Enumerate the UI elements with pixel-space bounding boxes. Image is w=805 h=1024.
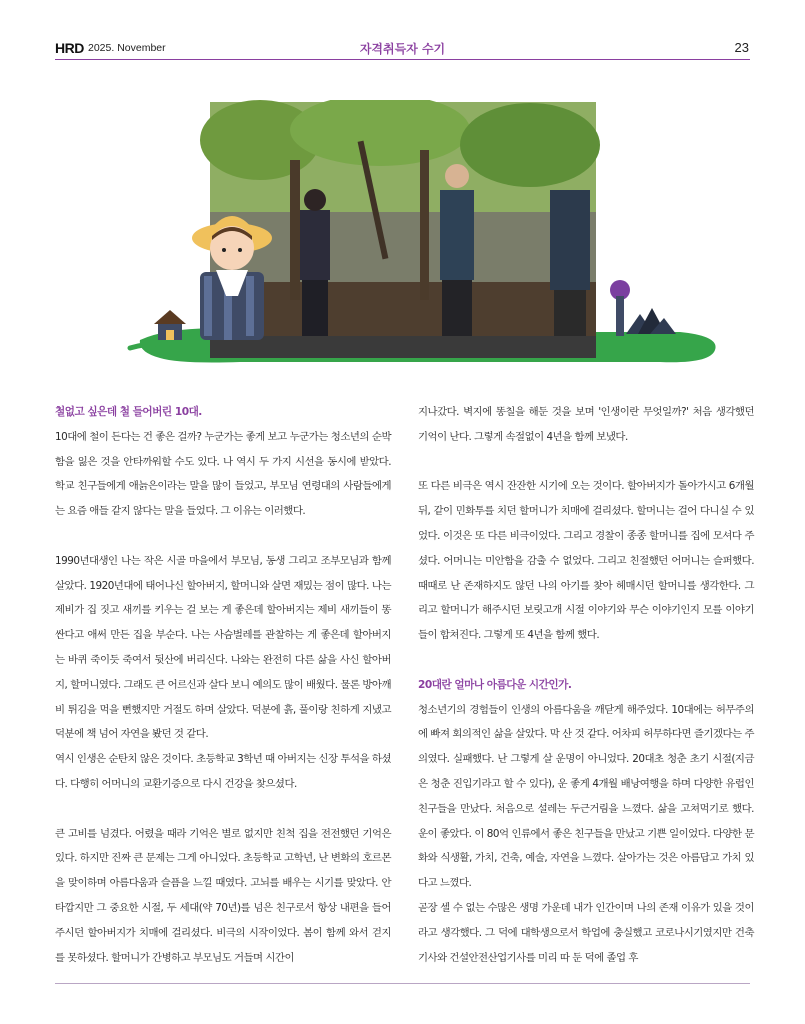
hero-illustration (120, 100, 720, 380)
page-header (0, 0, 805, 62)
left-column (55, 400, 391, 970)
footer-divider (55, 983, 750, 984)
hrd-logo: HRD (55, 40, 84, 56)
right-column (418, 400, 754, 970)
paragraph: 1990년대생인 나는 작은 시골 마을에서 부모님, 동생 그리고 조부모님과 함께 살았다. 1920년대에 태어나신 할아버지, 할머니와 살면 재밌는 점이 많다. 나는 제비가 집 짓고 새끼를 키우는 걸 보는 게 좋은데 할아버지는 제비 새끼들이 똥 싼다고 애써 만든 집을 부순다. 나는 사슴벌레를 관찰하는 게 좋은데 할아버지는 바퀴 죽이듯 죽여서 뒷산에 버리신다. 나와는 완전히 다른 삶을 사신 할아버지, 할머니였다. 그래도 큰 어르신과 살다 보니 예의도 많이 배웠다. 물론 방아깨비 튀김을 먹을 뻔했지만 거절도 하며 살았다. 덕분에 흙, 풀이랑 친하게 지냈고 덕분에 책 넘어 자연을 봤던 것 같다. (55, 554, 391, 741)
cartoon-man (192, 216, 272, 340)
heading-twenties: 20대란 얼마나 아름다운 시간인가. (418, 678, 572, 691)
paragraph: 10대에 철이 든다는 건 좋은 걸까? 누군가는 좋게 보고 누군가는 청소년의 순박함을 잃은 것을 안타까워할 수도 있다. 나 역시 두 가지 시선을 동시에 받았다. 학교 친구들에게 애늙은이라는 말을 많이 들었고, 부모님 연령대의 사람들에게는 요즘 애들 같지 않다는 말을 들었다. 그 이유는 이러했다. (55, 430, 391, 518)
paragraph: 청소년기의 경험들이 인생의 아름다움을 깨닫게 해주었다. 10대에는 허무주의에 빠져 회의적인 삶을 살았다. 막 산 것 같다. 어차피 허무하다면 즐기겠다는 주의였다. 실패했다. 난 그렇게 살 운명이 아니었다. 20대초 청춘 초기 시절(지금은 청춘 진입기라고 할 수 있다), 운 좋게 4개월 배낭여행을 하며 다양한 유럽인 친구들을 만났다. 처음으로 설레는 두근거림을 느꼈다. 삶을 고쳐먹기로 했다. 운이 좋았다. 이 80억 인류에서 좋은 친구들을 만났고 기쁜 일이었다. 다양한 문화와 식생활, 가치, 건축, 예술, 자연을 느꼈다. 살아가는 것은 아름답고 가치 있다고 느꼈다. (418, 703, 754, 890)
page-number: 23 (734, 40, 749, 55)
header-divider (55, 59, 750, 60)
hero-svg (120, 100, 720, 380)
issue-date: 2025. November (88, 42, 166, 54)
small-house-icon (154, 310, 186, 340)
right-scenery-icon (610, 280, 676, 336)
section-title: 자격취득자 수기 (359, 42, 446, 56)
paragraph: 또 다른 비극은 역시 잔잔한 시기에 오는 것이다. 할아버지가 돌아가시고 6개월 뒤, 같이 민화투를 치던 할머니가 치매에 걸리셨다. 할머니는 걸어 다니실 수 있었다. 이것은 또 다른 비극이었다. 그리고 경찰이 종종 할머니를 집에 모셔다 주셨다. 어머니는 미안함을 감출 수 없었다. 그리고 친절했던 어머니는 슬퍼했다. 때때로 난 존재하지도 않던 나의 아기를 찾아 헤매시던 할머니를 생각한다. 그리고 할머니가 해주시던 보릿고개 시절 이야기와 무슨 이야기인지 모를 이야기들이 합쳐진다. 그렇게 또 4년을 함께 했다. (418, 480, 754, 642)
paragraph: 큰 고비를 넘겼다. 어렸을 때라 기억은 별로 없지만 친척 집을 전전했던 기억은 있다. 하지만 진짜 큰 문제는 그게 아니었다. 초등학교 고학년, 난 변화의 호르몬을 맞이하며 아름다움과 슬픔을 느낄 때였다. 고뇌를 배우는 시기를 맞았다. 안타깝지만 그 중요한 시절, 두 세대(약 70년)를 넘은 친구로서 항상 내편을 들어주시던 할아버지가 치매에 걸리셨다. 비극의 시작이었다. 봄이 함께 와서 걷지를 못하셨다. 할머니가 간병하고 부모님도 거들며 시간이 (55, 827, 391, 964)
heading-teen-years: 철없고 싶은데 철 들어버린 10대. (55, 406, 202, 418)
paragraph: 지나갔다. 벽지에 똥칠을 해둔 것을 보며 '인생이란 무엇일까?' 처음 생각했던 기억이 난다. 그렇게 속절없이 4년을 함께 보냈다. (418, 406, 754, 443)
paragraph: 곧장 셀 수 없는 수많은 생명 가운데 내가 인간이며 나의 존재 이유가 있을 것이라고 생각했다. 그 덕에 대학생으로서 학업에 충실했고 코로나시기였지만 건축기사와 건설안전산업기사를 미리 따 둔 덕에 졸업 후 (418, 901, 754, 964)
paragraph: 역시 인생은 순탄치 않은 것이다. 초등학교 3학년 때 아버지는 신장 투석을 하셨다. 다행히 어머니의 교환기증으로 다시 건강을 찾으셨다. (55, 753, 391, 790)
